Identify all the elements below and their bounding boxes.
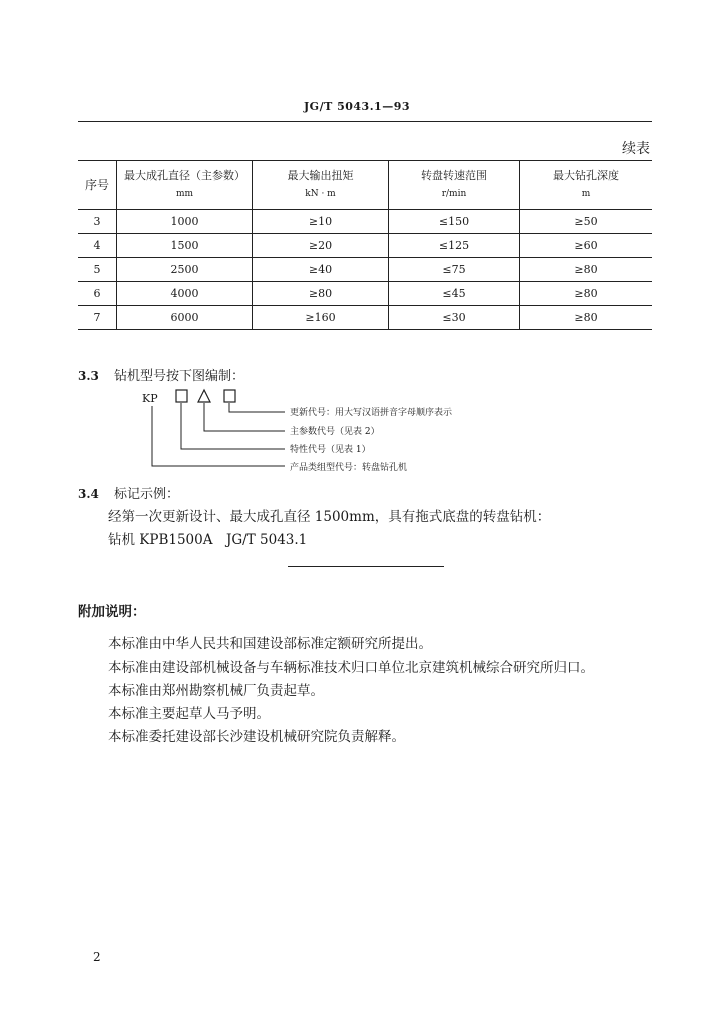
header-unit: mm xyxy=(175,189,194,199)
header-unit: kN · m xyxy=(305,189,336,199)
table-row xyxy=(78,282,652,306)
cell-no: 4 xyxy=(78,234,117,258)
header-label: 序号 xyxy=(84,177,109,192)
cell-diameter: 6000 xyxy=(117,306,253,330)
section-text: 标记示例： xyxy=(113,487,179,502)
cell-diameter: 1500 xyxy=(117,234,253,258)
cell-speed: ≤125 xyxy=(389,234,520,258)
cell-torque: ≥20 xyxy=(253,234,389,258)
marking-example-desc: 经第一次更新设计、最大成孔直径 1500mm，具有拖式底盘的转盘钻机： xyxy=(108,509,551,525)
header-label: 转盘转速范围 xyxy=(421,169,487,182)
section-divider xyxy=(288,566,444,567)
note-item: 本标准由中华人民共和国建设部标准定额研究所提出。 xyxy=(108,636,432,652)
legend-feature-code: 特性代号（见表 1） xyxy=(290,445,371,455)
cell-diameter: 1000 xyxy=(117,210,253,234)
legend-product-code: 产品类组型代号：转盘钻孔机 xyxy=(290,463,408,473)
cell-speed: ≤30 xyxy=(389,306,520,330)
header-depth xyxy=(520,161,653,210)
cell-no: 7 xyxy=(78,306,117,330)
cell-torque: ≥160 xyxy=(253,306,389,330)
cell-speed: ≤75 xyxy=(389,258,520,282)
update-code-box xyxy=(224,390,235,402)
cell-depth: ≥60 xyxy=(520,234,653,258)
marking-example-code: 钻机 KPB1500A JG/T 5043.1 xyxy=(108,532,308,548)
cell-torque: ≥80 xyxy=(253,282,389,306)
header-label: 最大输出扭矩 xyxy=(287,169,354,182)
note-item: 本标准委托建设部长沙建设机械研究院负责解释。 xyxy=(108,729,405,745)
section-text: 钻机型号按下图编制： xyxy=(113,369,244,384)
cell-depth: ≥80 xyxy=(520,258,653,282)
table-row xyxy=(78,210,652,234)
spec-table xyxy=(78,160,652,330)
standard-code-header: JG/T 5043.1—93 xyxy=(303,100,411,113)
header-no xyxy=(78,161,117,210)
leader-line-feature xyxy=(181,403,285,449)
cell-depth: ≥80 xyxy=(520,282,653,306)
main-param-triangle xyxy=(198,390,210,402)
cell-diameter: 4000 xyxy=(117,282,253,306)
section-3-3 xyxy=(78,365,244,384)
model-prefix: KP xyxy=(142,392,158,405)
cell-torque: ≥10 xyxy=(253,210,389,234)
cell-torque: ≥40 xyxy=(253,258,389,282)
section-number: 3.3 xyxy=(78,369,99,383)
legend-update-code: 更新代号：用大写汉语拼音字母顺序表示 xyxy=(290,408,453,418)
table-header-row xyxy=(78,161,652,210)
header-label: 最大成孔直径（主参数） xyxy=(124,169,245,182)
cell-speed: ≤45 xyxy=(389,282,520,306)
cell-diameter: 2500 xyxy=(117,258,253,282)
section-number: 3.4 xyxy=(78,487,99,501)
leader-line-main-param xyxy=(204,403,285,431)
header-unit: r/min xyxy=(441,189,467,199)
cell-depth: ≥80 xyxy=(520,306,653,330)
table-row xyxy=(78,258,652,282)
header-torque xyxy=(253,161,389,210)
table-row xyxy=(78,306,652,330)
continued-label: 续表 xyxy=(622,141,650,157)
cell-depth: ≥50 xyxy=(520,210,653,234)
leader-line-update xyxy=(229,403,285,412)
cell-speed: ≤150 xyxy=(389,210,520,234)
cell-no: 6 xyxy=(78,282,117,306)
header-diameter xyxy=(117,161,253,210)
model-code-diagram xyxy=(140,386,540,476)
header-label: 最大钻孔深度 xyxy=(553,169,619,182)
header-speed xyxy=(389,161,520,210)
legend-main-param: 主参数代号（见表 2） xyxy=(290,427,380,437)
header-unit: m xyxy=(581,189,591,199)
section-3-4 xyxy=(78,483,179,502)
feature-code-box xyxy=(176,390,187,402)
notes-title: 附加说明： xyxy=(78,604,146,620)
cell-no: 3 xyxy=(78,210,117,234)
note-item: 本标准主要起草人马予明。 xyxy=(108,706,270,722)
leader-line-product xyxy=(152,406,285,466)
cell-no: 5 xyxy=(78,258,117,282)
note-item: 本标准由郑州勘察机械厂负责起草。 xyxy=(108,683,324,699)
header-rule xyxy=(78,121,652,122)
note-item: 本标准由建设部机械设备与车辆标准技术归口单位北京建筑机械综合研究所归口。 xyxy=(108,660,594,676)
table-row xyxy=(78,234,652,258)
page-number: 2 xyxy=(93,950,101,964)
